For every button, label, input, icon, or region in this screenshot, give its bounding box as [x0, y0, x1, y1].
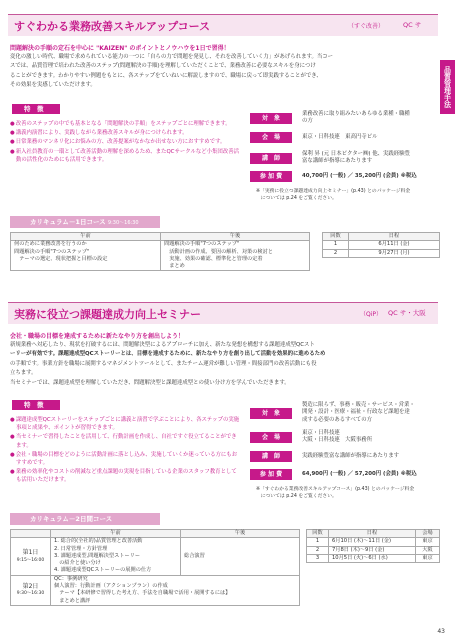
feature-item: ● 業務の効率化やコストの削減など重点課題の実現を目指している企業のスタッフ教育としても活用いただけます。 — [10, 468, 242, 484]
info-row-venue: 会 場 東京・日科技連 大阪・日科技連 大阪事務所 — [250, 428, 440, 446]
info-label: 会 場 — [250, 132, 292, 143]
table-row: 2 9月27日 (月) — [323, 249, 440, 257]
course2-note: ※「すぐわかる業務改善スキルアップコース」(p.43) とのパッケージ料金 については p.24 をご覧ください。 — [256, 487, 415, 499]
course2-curriculum-table: 午前 午後 第1日 9:15～16:00 1. 総合的(全社的)品質管理と改善活動 2. 日常管理・方針管理 3. 課題達成型,問題解決型ストーリー の紹介と使い分け 4. 課題達成型QCストーリーの展開の仕方 総合演習 第2日 9:30～16:30 QC：事例研究 個人演習：行動計画（アクションプラン）の作成 テーマ【本研修で習得した考え方、手法を自職場で活用・展開するには】 まとめと講評 — [10, 529, 300, 606]
info-row-fee: 参 加 費 40,700円 (一般) ／ 35,200円 (会員) ※税込 — [250, 170, 440, 183]
course1-title: すぐわかる業務改善スキルアップコース — [14, 20, 211, 33]
table-row: 1 6月10日 (木)～11日 (金) 東京 — [307, 538, 440, 546]
feature-item: ● 改善のステップの中でも基本となる「問題解決の手順」をステップごとに理解できます。 — [10, 120, 242, 128]
course1-curriculum-table: 午前 午後 何のために業務改善を行うのか 問題解決の手順"7つのステップ" テーマの選定、現状把握と目標の設定 問題解決の手順"7つのステップ" 活動計画の作成、要因の解析、対策の検討と 実施、効果の確認、標準化と管理の定着 まとめ — [10, 232, 310, 271]
course2-body: 新規業務へ対応したり、現状を打破するには、問題解決型によるアプローチに加え、新たな発想を構想する課題達成型QCスト ーリーが有効です。課題達成型QCストーリーとは、目標を達成するために、新たなやり方を創り出して活動を効果的に進めるため の手順です。事業方針を職場に展開するマネジメントツールとして、またチーム運営が難しい管理・間接部門の改善活動にも役 立ちます。 当セミナーでは、課題達成型を理解していただき、問題解決型と課題達成型との使い分け方を学んでいただきます。 — [10, 342, 326, 386]
course1-schedule-table: 回数 日程 1 6月11日 (金) 2 9月27日 (月) — [322, 232, 440, 258]
table-row: 1 6月11日 (金) — [323, 241, 440, 249]
table-row: 第1日 9:15～16:00 1. 総合的(全社的)品質管理と改善活動 2. 日常管理・方針管理 3. 課題達成型,問題解決型ストーリー の紹介と使い分け 4. 課題達成型QCストーリーの展開の仕方 総合演習 — [11, 538, 300, 575]
course1-features-label: 特 徴 — [12, 104, 60, 114]
course2-features-label: 特 徴 — [12, 400, 60, 410]
info-row-target: 対 象 製造に限らず、事務・販売・サービス・営業・ 開発・設計・医療・福祉・行政など課題を達 成する必要のあるすべての方 — [250, 400, 440, 426]
page-number: 43 — [437, 628, 445, 635]
course2-features — [10, 416, 242, 486]
info-label: 参 加 費 — [250, 469, 292, 480]
info-row-lecturer: 講 師 保利 昇 (元 日本ビクター㈱) 他、実践経験豊 富な講師が指導にあたります — [250, 148, 440, 168]
side-tab: 品質管理手法 — [440, 60, 455, 114]
course1-code: （すぐ改善） — [348, 23, 385, 30]
info-label: 対 象 — [250, 113, 292, 124]
course1-curriculum-label: カリキュラム－1日コース 9:30～16:30 — [10, 216, 160, 228]
course2-code: （QiP） — [360, 311, 383, 318]
info-label: 講 師 — [250, 153, 292, 164]
course1-category: QC サ — [403, 21, 422, 29]
info-row-lecturer: 講 師 実践経験豊富な講師が指導にあたります — [250, 450, 440, 463]
course1-lead: 問題解決の手順の定石を中心に "KAIZEN" のポイントとノウハウを1日で習得！ — [10, 45, 230, 52]
feature-item: ● 当セミナーで習得したことを活用して、行動計画を作成し、自社ですぐ役立てることができます。 — [10, 433, 242, 449]
feature-item: ● 新入社員教育の一環として改善活動の理解を深めるため、またQCサークルなど小集団改善活動の活性化のためにも活用できます。 — [10, 148, 242, 164]
course1-title-bar — [8, 14, 438, 36]
table-row: 第2日 9:30～16:30 QC：事例研究 個人演習：行動計画（アクションプラン）の作成 テーマ【本研修で習得した考え方、手法を自職場で活用・展開するには】 まとめと講評 — [11, 575, 300, 605]
course1-note: ※「実務に役立つ課題達成力向上セミナー」(p.43) とのパッケージ料金 については p.24 をご覧ください。 — [256, 189, 411, 201]
info-row-target: 対 象 業務改善に取り組みたいあらゆる業種・職種 の方 — [250, 108, 440, 128]
course2-curriculum-label: カリキュラム－2日間コース — [10, 513, 160, 525]
course2-category: QC サ・大阪 — [388, 309, 426, 317]
info-label: 会 場 — [250, 432, 292, 443]
course1-features — [10, 120, 242, 165]
course2-schedule-table: 回数 日程 会場 1 6月10日 (木)～11日 (金) 東京 2 7月8日 (木)～9日 (金) 大阪 3 10月5日 (火)～6日 (水) 東京 — [306, 529, 440, 563]
course2-lead: 会社・職場の目標を達成するために新たなやり方を創出しよう！ — [10, 333, 185, 340]
info-label: 参 加 費 — [250, 171, 292, 182]
feature-item: ● 講義内演習により、実践しながら業務改善スキルが身につけられます。 — [10, 129, 242, 137]
feature-item: ● 会社・職場の目標をどのように活動計画に落とし込み、実施していくか迷っている方にもおすすめです。 — [10, 451, 242, 467]
table-row: 3 10月5日 (火)～6日 (水) 東京 — [307, 554, 440, 562]
course1-body: 変化の激しい時代、職場で求められている能力の一つに「自らの力で問題を発見し、それを改善していく力」があげられます。当コー スでは、品質管理で培われた改善のステップ(問題解決の手順)を理解していただくことで、業務改善に必要なスキルを身につけ ることができます。わかりやすい例題をもとに、各ステップをていねいに解説しますので、職場に戻って即実践することができ、 その効果を実感していただけます。 — [10, 54, 334, 89]
feature-item: ● 課題達成型QCストーリーをステップごとに講義と演習で学ぶことにより、各ステップの実施事項と成果や、ポイントが習得できます。 — [10, 416, 242, 432]
course2-title: 実務に役立つ課題達成力向上セミナー — [14, 308, 201, 321]
info-row-fee: 参 加 費 64,900円 (一般) ／ 57,200円 (会員) ※税込 — [250, 468, 440, 481]
course2-title-bar — [8, 302, 438, 324]
table-row: 2 7月8日 (木)～9日 (金) 大阪 — [307, 546, 440, 554]
info-row-venue: 会 場 東京・日科技連 東高円寺ビル — [250, 131, 440, 144]
info-label: 講 師 — [250, 451, 292, 462]
info-label: 対 象 — [250, 408, 292, 419]
feature-item: ● 日常業務のマンネリ化にお悩みの方、改善提案がなかなか出せない方におすすめです。 — [10, 138, 242, 146]
